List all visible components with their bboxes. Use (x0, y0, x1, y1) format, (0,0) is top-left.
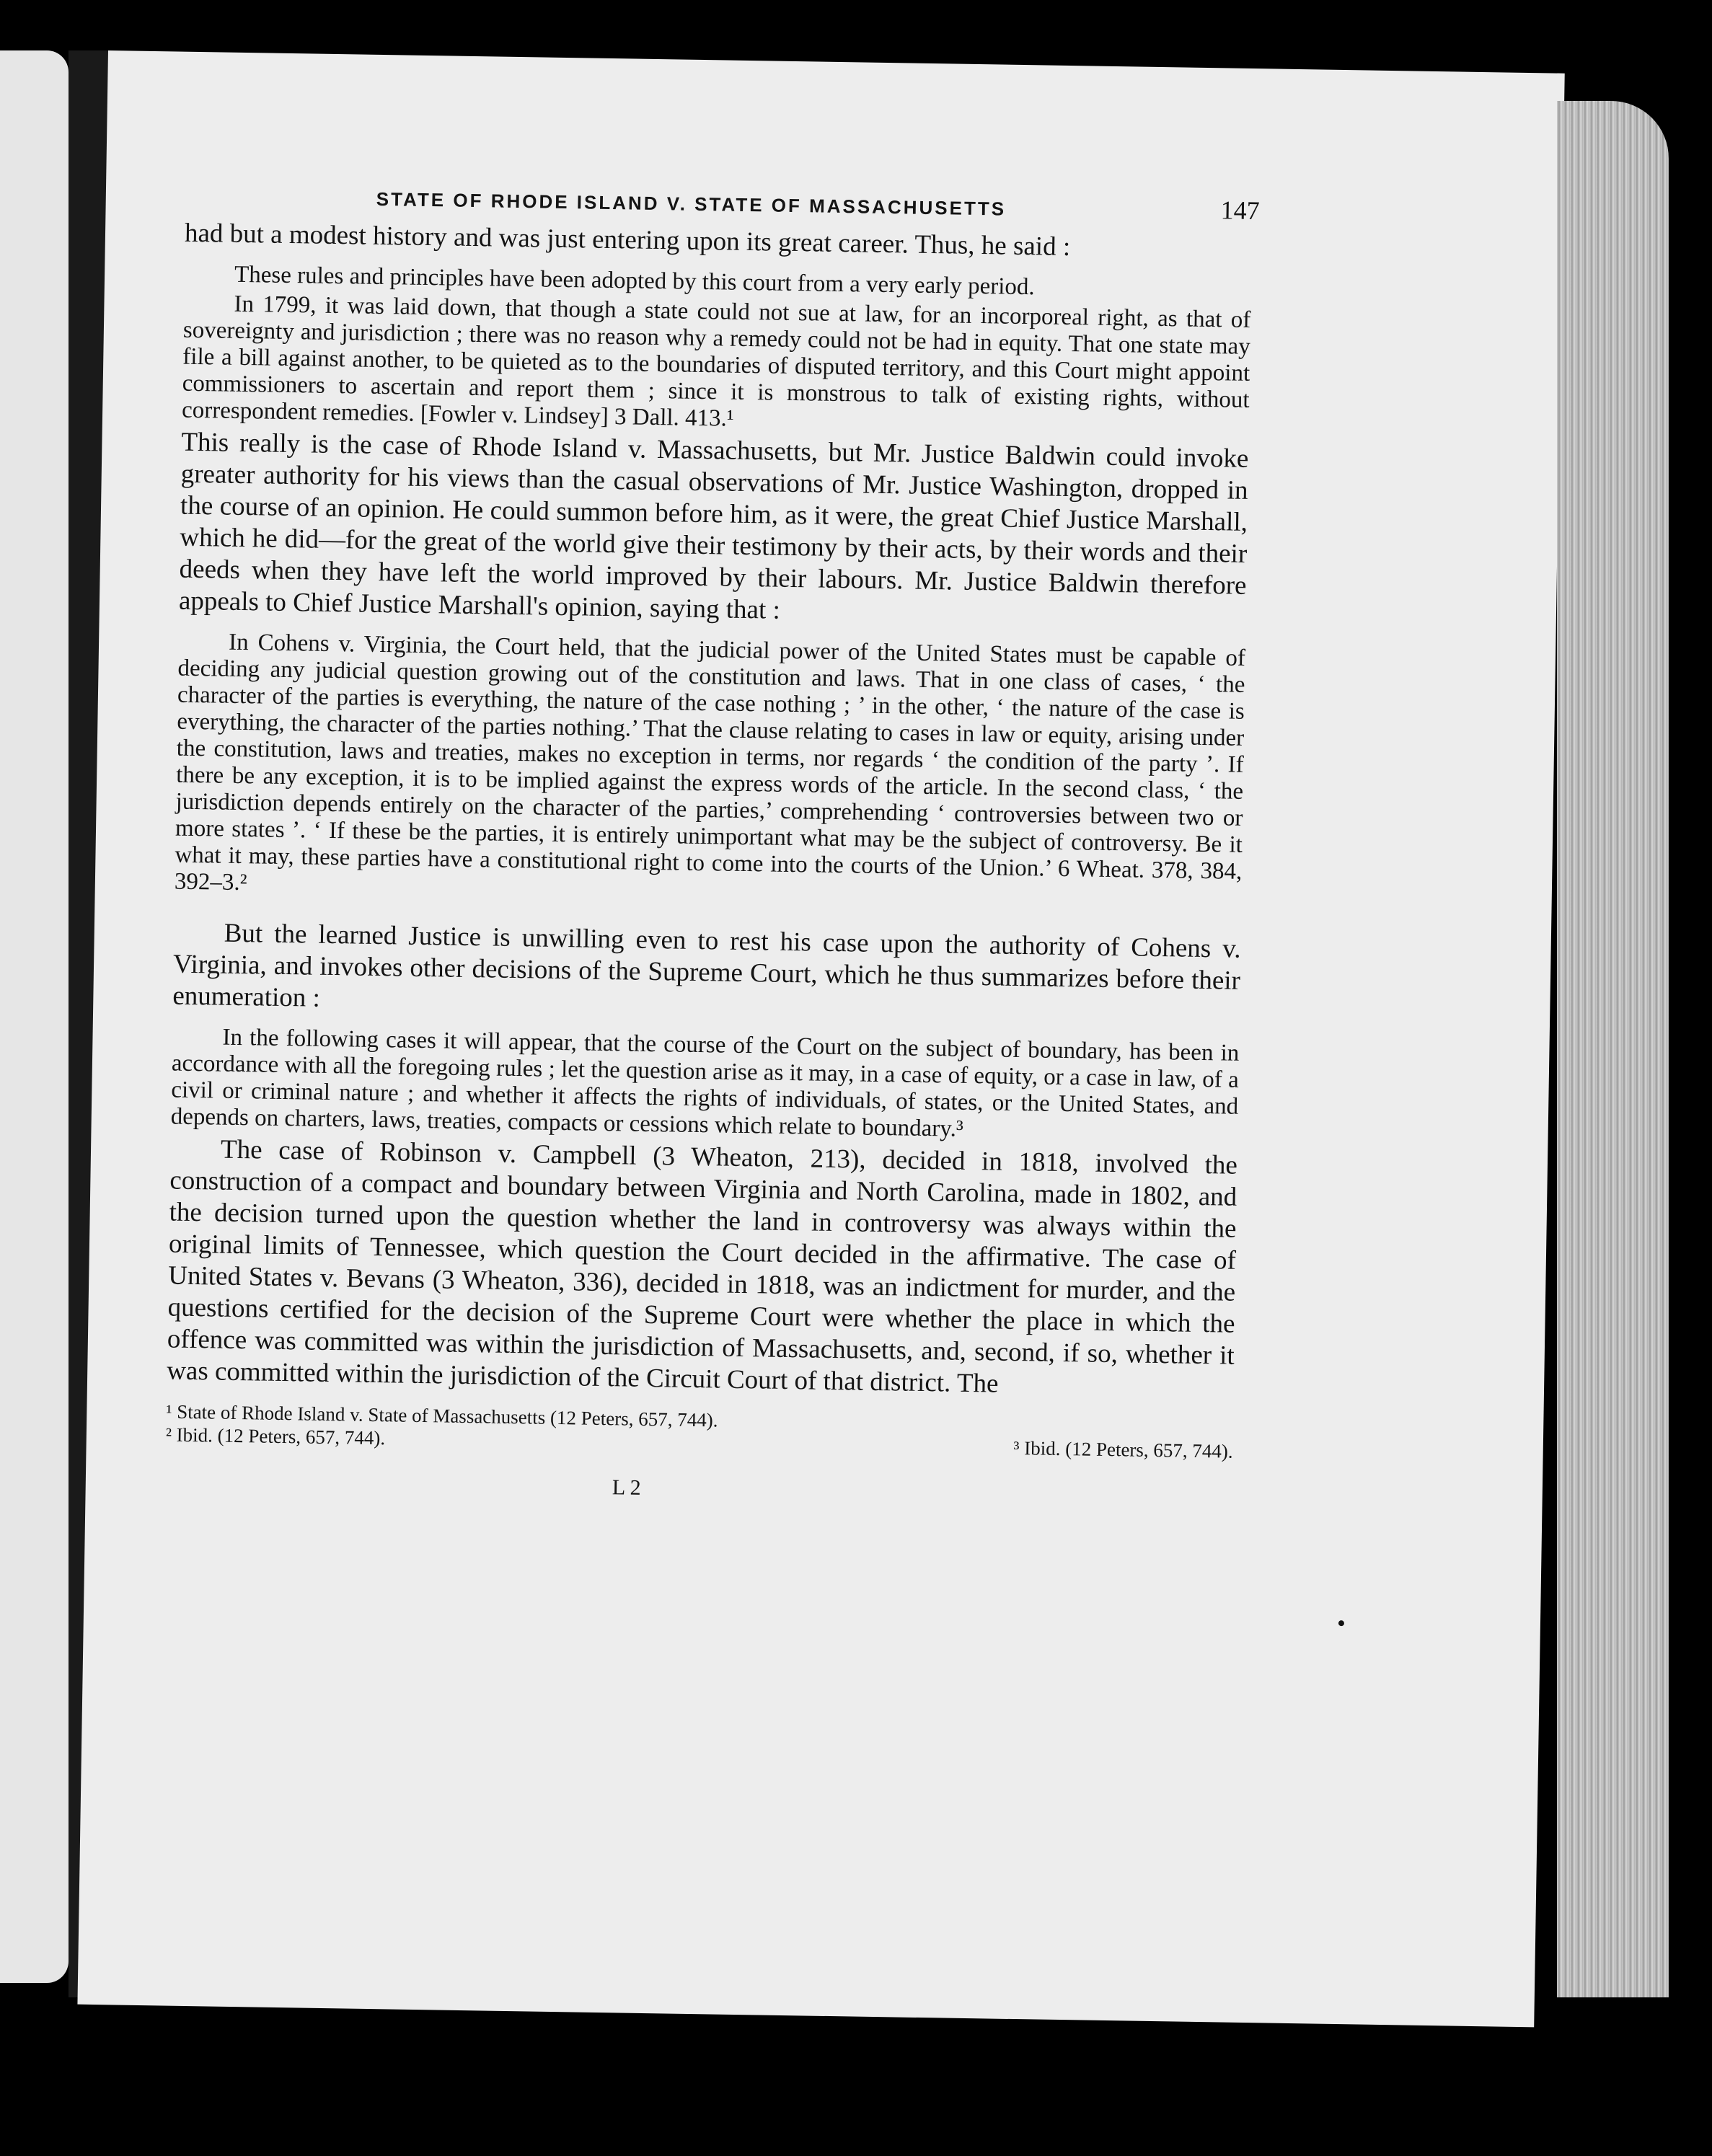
paragraph-4: The case of Robinson v. Campbell (3 Wheaton, 213), decided in 1818, involved the construction of a compact and boundary between Virginia and North Carolina, made in 1802, and the decision turned upon the question whether the land in controversy was always within the original limits of Tennessee, which question the Court decided in the affirmative. The case of United States v. Bevans (3 Wheaton, 336), decided in 1818, was an indictment for murder, and the questions certified for the decision of the Supreme Court were whether the place in which the offence was committed was within the jurisdiction of Massachusetts, and, second, if so, whether it was committed within the jurisdiction of the Circuit Court of that district. The (166, 1134, 1238, 1399)
paragraph-3: But the learned Justice is unwilling even to rest his case upon the authority of Cohens v. Virginia, and invokes other decisions of the Supreme Court, which he thus summarizes before their enumeration : (172, 918, 1241, 1013)
page-stack-edges (1557, 101, 1669, 1997)
footnote-3: ³ Ibid. (12 Peters, 657, 744). (1013, 1436, 1233, 1462)
quote-paragraph-2: In 1799, it was laid down, that though a state could not sue at law, for an incorporeal right, as that of sovereignty and jurisdiction ; there was no reason why a remedy could not be had in equity. That one state may file a bill against another, to be quieted as to the boundaries of disputed territory, and this Court might appoint commissioners to ascertain and report them ; since it is monstrous to talk of existing rights, without correspondent remedies. [Fowler v. Lindsey] 3 Dall. 413.¹ (181, 291, 1251, 432)
page-content (165, 178, 1261, 1514)
quote-block-1 (182, 261, 1251, 441)
quote-paragraph-3: In Cohens v. Virginia, the Court held, that the judicial power of the United States must be capable of deciding any judicial question growing out of the constitution and laws. That in one class of cases, ‘ the character of the parties is everything, the nature of the case nothing ; ’ in the other, ‘ the nature of the case is everything, the character of the parties nothing.’ That the clause relating to cases in law or equity, arising under the constitution, laws and treaties, makes no exception in terms, nor regards ‘ the condition of the party ’. If there be any exception, it is to be implied against the express words of the article. In the second class, ‘ the jurisdiction depends entirely on the character of the parties,’ comprehending ‘ controversies between two or more states ’. ‘ If these be the parties, it is entirely unimportant what may be the subject of controversy. Be it what it may, these parties have a constitutional right to come into the courts of the Union.’ 6 Wheat. 378, 384, 392–3.² (174, 629, 1246, 896)
footnotes (166, 1400, 1234, 1462)
quote-block-3 (170, 1024, 1239, 1147)
left-page-edge (0, 50, 69, 1983)
footnote-2: ² Ibid. (12 Peters, 657, 744). (165, 1423, 386, 1449)
quote-paragraph-4: In the following cases it will appear, that the course of the Court on the subject of boundary, has been in accordance with all the foregoing rules ; let the question arise as it may, in a case of equity, or a case in law, of a civil or criminal nature ; and whether it affects the rights of individuals, of states, or the United States, and depends on charters, laws, treaties, compacts or cessions which relate to boundary.³ (170, 1024, 1240, 1142)
speck-mark (1338, 1620, 1344, 1626)
running-title: STATE OF RHODE ISLAND V. STATE OF MASSACHUSETTS (376, 187, 1007, 220)
book-page (77, 50, 1564, 2027)
page-number: 147 (1220, 195, 1261, 226)
paragraph-2: This really is the case of Rhode Island v. Massachusetts, but Mr. Justice Baldwin could invoke greater authority for his views than the casual observations of Mr. Justice Washington, dropped in the course of an opinion. He could summon before him, as it were, the great Chief Justice Marshall, which he did—for the great of the world give their testimony by their acts, by their words and their deeds when they have left the world improved by their labours. Mr. Justice Baldwin therefore appeals to Chief Justice Marshall's opinion, saying that : (178, 427, 1249, 625)
signature-mark: L 2 (612, 1475, 641, 1500)
quote-block-2 (175, 629, 1246, 912)
paragraph-1: had but a modest history and was just entering upon its great career. Thus, he said : (184, 218, 1071, 262)
footnote-1: ¹ State of Rhode Island v. State of Massachusetts (12 Peters, 657, 744). (166, 1400, 718, 1431)
quote-paragraph-1: These rules and principles have been adopted by this court from a very early period. (234, 261, 1035, 301)
